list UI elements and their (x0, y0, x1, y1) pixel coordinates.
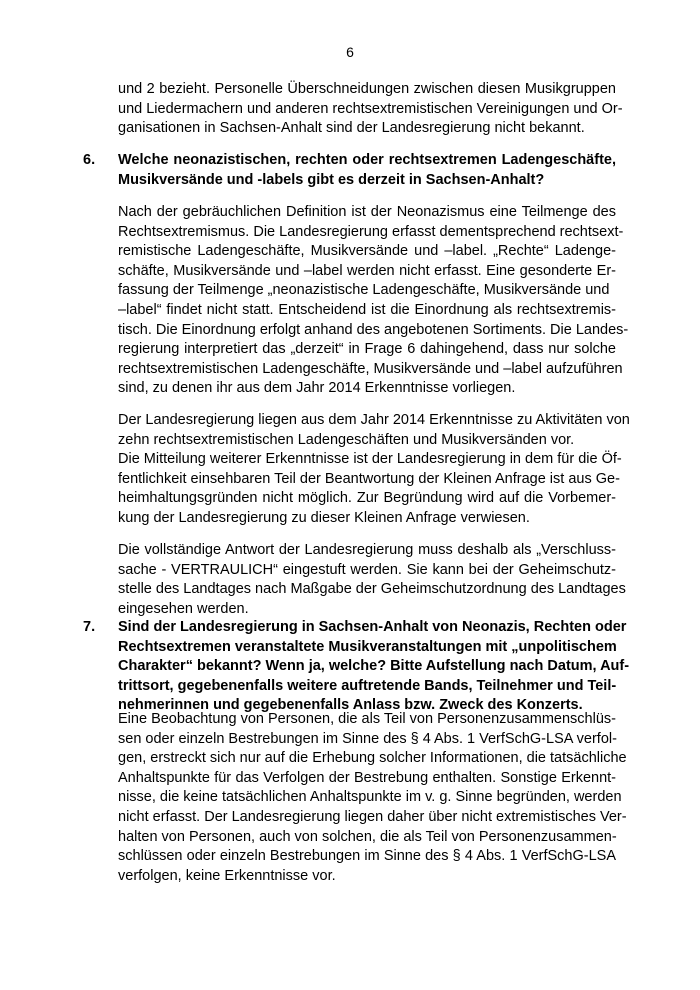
text-line: rechtsextremistischen Ladengeschäfte, Musikversände und –label aufzuführen (118, 360, 623, 377)
text-line: Charakter“ bekannt? Wenn ja, welche? Bitte Aufstellung nach Datum, Auf- (118, 658, 630, 675)
answer-6-paragraph-2 (118, 411, 630, 529)
text-line: trittsort, gegebenenfalls weitere auftretende Bands, Teilnehmer und Teil- (118, 677, 617, 694)
text-line: –label“ findet nicht statt. Entscheidend ist die Einordnung als rechtsextremis- (118, 301, 616, 318)
text-line: zehn rechtsextremistischen Ladengeschäften und Musikversänden vor. (118, 431, 575, 448)
text-line: sind, zu denen ihr aus dem Jahr 2014 Erkenntnisse vorliegen. (118, 380, 516, 397)
text-line: ganisationen in Sachsen-Anhalt sind der Landesregierung nicht bekannt. (118, 120, 585, 137)
text-line: halten von Personen, auch von solchen, die als Teil von Personenzusammen- (118, 828, 617, 845)
text-line: schlüssen oder einzeln Bestrebungen im Sinne des § 4 Abs. 1 VerfSchG-LSA (118, 848, 616, 865)
text-line: nisse, die keine tatsächlichen Anhaltspunkte im v. g. Sinne begründen, werden (118, 789, 622, 806)
text-line: stelle des Landtages nach Maßgabe der Geheimschutzordnung des Landtages (118, 581, 626, 598)
text-line: und Liedermachern und anderen rechtsextremistischen Vereinigungen und Or- (118, 100, 623, 117)
text-line: fassung der Teilmenge „neonazistische Ladengeschäfte, Musikversände und (118, 282, 610, 299)
text-line: Anhaltspunkte für das Verfolgen der Bestrebung enthalten. Sonstige Erkennt- (118, 769, 616, 786)
text-line: eingesehen werden. (118, 600, 249, 617)
question-7-text (118, 618, 630, 716)
text-line: heimhaltungsgründen nicht möglich. Zur Begründung wird auf die Vorbemer- (118, 490, 616, 507)
text-line: Nach der gebräuchlichen Definition ist der Neonazismus eine Teilmenge des (118, 204, 616, 220)
text-line: Die vollständige Antwort der Landesregierung muss deshalb als „Verschluss- (118, 542, 616, 558)
answer-7-paragraph-1 (118, 710, 627, 886)
text-line: kung der Landesregierung zu dieser Kleinen Anfrage verwiesen. (118, 509, 530, 526)
text-line: nicht erfasst. Der Landesregierung liegen daher über nicht extremistisches Ver- (118, 808, 627, 825)
page-number: 6 (346, 44, 354, 60)
text-line: Der Landesregierung liegen aus dem Jahr 2014 Erkenntnisse zu Aktivitäten von (118, 412, 630, 428)
text-line: sen oder einzeln Bestrebungen im Sinne des § 4 Abs. 1 VerfSchG-LSA verfol- (118, 730, 617, 747)
text-line: Eine Beobachtung von Personen, die als Teil von Personenzusammenschlüs- (118, 711, 616, 727)
text-line: Musikversände und -labels gibt es derzeit in Sachsen-Anhalt? (118, 171, 545, 188)
text-line: tisch. Die Einordnung erfolgt anhand des angebotenen Sortiments. Die Landes- (118, 321, 629, 338)
text-line: fentlichkeit einsehbaren Teil der Beantwortung der Kleinen Anfrage ist aus Ge- (118, 470, 620, 487)
text-line: remistische Ladengeschäfte, Musikversände und –label. „Rechte“ Ladenge- (118, 243, 616, 260)
text-line: regierung interpretiert das „derzeit“ in Frage 6 dahingehend, dass nur solche (118, 341, 616, 358)
text-line: Rechtsextremen veranstaltete Musikveranstaltungen mit „unpolitischem (118, 638, 617, 655)
text-line: Rechtsextremismus. Die Landesregierung erfasst dementsprechend rechtsext- (118, 223, 624, 240)
text-line: sache - VERTRAULICH“ eingestuft werden. Sie kann bei der Geheimschutz- (118, 561, 616, 578)
question-6-number: 6. (83, 152, 96, 168)
text-line: Welche neonazistischen, rechten oder rechtsextremen Ladengeschäfte, (118, 152, 616, 168)
intro-paragraph (118, 80, 623, 139)
answer-6-paragraph-1 (118, 203, 629, 399)
question-6-text (118, 151, 616, 190)
answer-6-paragraph-3 (118, 541, 626, 619)
question-7-number: 7. (83, 619, 96, 635)
text-line: gen, erstreckt sich nur auf die Erhebung solcher Informationen, die tatsächliche (118, 750, 627, 767)
text-line: schäfte, Musikversände und –label werden nicht erfasst. Eine gesonderte Er- (118, 262, 616, 279)
text-line: Sind der Landesregierung in Sachsen-Anhalt von Neonazis, Rechten oder (118, 619, 627, 635)
text-line: verfolgen, keine Erkenntnisse vor. (118, 867, 336, 884)
text-line: und 2 bezieht. Personelle Überschneidungen zwischen diesen Musikgruppen (118, 81, 616, 97)
text-line: nehmerinnen und gegebenenfalls Anlass bzw. Zweck des Konzerts. (118, 697, 583, 714)
text-line: Die Mitteilung weiterer Erkenntnisse ist der Landesregierung in dem für die Öf- (118, 451, 622, 468)
